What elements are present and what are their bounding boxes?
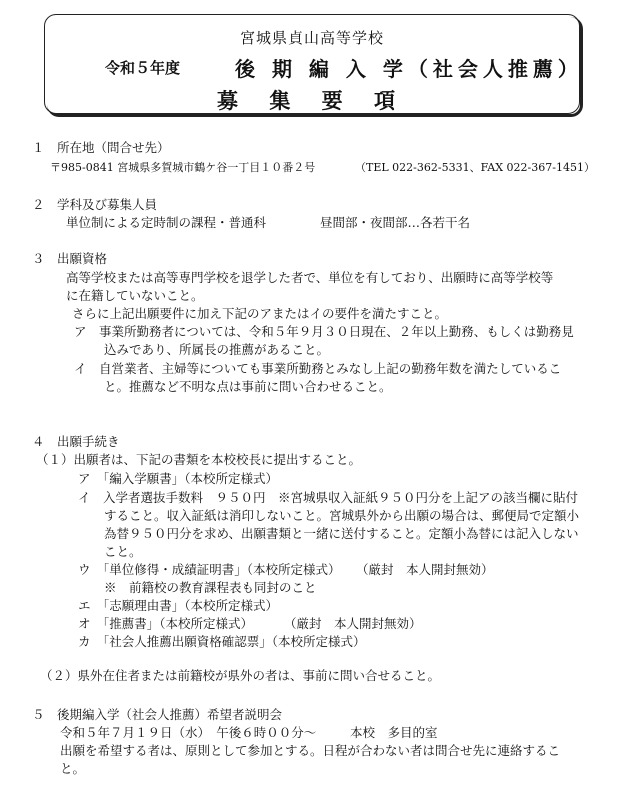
section-3-text: に在籍していないこと。 — [66, 288, 204, 303]
document-item-i: すること。収入証紙は消印しないこと。宮城県外から出願の場合は、郵便局で定額小 — [104, 508, 580, 523]
section-3-item-i: イ 自営業者、主婦等についても事業所勤務とみなし上記の勤務年数を満たしているこ — [74, 361, 562, 376]
section-5-heading: ５ 後期編入学（社会人推薦）希望者説明会 — [32, 707, 283, 722]
section-4-subsection-2: （２）県外在住者または前籍校が県外の者は、事前に問い合せること。 — [40, 668, 441, 683]
section-3-item-i: と。推薦など不明な点は事前に問い合わせること。 — [104, 379, 392, 394]
document-item-ka: カ 「社会人推薦出願資格確認票」（本校所定様式） — [78, 634, 366, 649]
section-3-text: 高等学校または高等専門学校を退学した者で、単位を有しており、出願時に高等学校等 — [66, 270, 554, 285]
document-item-i: イ 入学者選抜手数料 ９５０円 ※宮城県収入証紙９５０円分を上記アの該当欄に貼付 — [78, 490, 579, 505]
section-4-subsection-1: （１）出願者は、下記の書類を本校校長に提出すること。 — [36, 452, 362, 467]
title-box — [44, 14, 583, 114]
section-5-datetime: 令和５年７月１９日（水） 午後６時００分～ — [60, 725, 317, 740]
document-item-i: 為替９５０円分を求め、出願書類と一緒に送付すること。定額小為替には記入しない — [104, 526, 579, 541]
section-3-heading: ３ 出願資格 — [32, 251, 108, 266]
section-3-item-a: 込みであり、所属長の推薦があること。 — [104, 342, 330, 357]
document-item-a: ア 「編入学願書」（本校所定様式） — [78, 471, 279, 486]
section-2-heading: ２ 学科及び募集人員 — [32, 197, 158, 212]
section-3-item-a: ア 事業所勤務者については、令和５年９月３０日現在、２年以上勤務、もしくは勤務見 — [74, 324, 574, 339]
document-subtitle: 募 集 要 項 — [217, 88, 407, 113]
document-item-o: オ 「推薦書」（本校所定様式） — [78, 616, 254, 631]
section-2-quota: 昼間部・夜間部…各若干名 — [320, 215, 471, 230]
document-title: 後 期 編 入 学（社会人推薦） — [235, 57, 583, 81]
section-3-text: さらに上記出願要件に加え下記のアまたはイの要件を満たすこと。 — [72, 306, 448, 321]
section-4-heading: ４ 出願手続き — [32, 434, 120, 449]
section-5-text: 出願を希望する者は、原則として参加とする。日程が合わない者は問合せ先に連絡するこ — [60, 743, 561, 758]
document-item-u: ウ 「単位修得・成績証明書」（本校所定様式） — [78, 562, 341, 577]
section-1-contact: （TEL 022-362-5331、FAX 022-367-1451） — [355, 161, 595, 174]
document-item-u-note: ※ 前籍校の教育課程表も同封のこと — [104, 580, 317, 595]
academic-year: 令和５年度 — [105, 59, 181, 77]
document-item-e: エ 「志願理由書」（本校所定様式） — [78, 598, 279, 613]
section-5-place: 本校 多目的室 — [350, 725, 438, 740]
section-2-course: 単位制による定時制の課程・普通科 — [66, 215, 267, 230]
document-item-i: こと。 — [104, 544, 142, 559]
section-5-text: と。 — [60, 761, 86, 776]
section-1-address: 〒985-0841 宮城県多賀城市鶴ケ谷一丁目１０番２号 — [50, 161, 316, 174]
document-item-o-seal: （厳封 本人開封無効） — [284, 616, 422, 631]
document-item-u-seal: （厳封 本人開封無効） — [356, 562, 494, 577]
school-name: 宮城県貞山高等学校 — [239, 29, 384, 47]
section-1-heading: １ 所在地（問合せ先） — [32, 140, 170, 155]
